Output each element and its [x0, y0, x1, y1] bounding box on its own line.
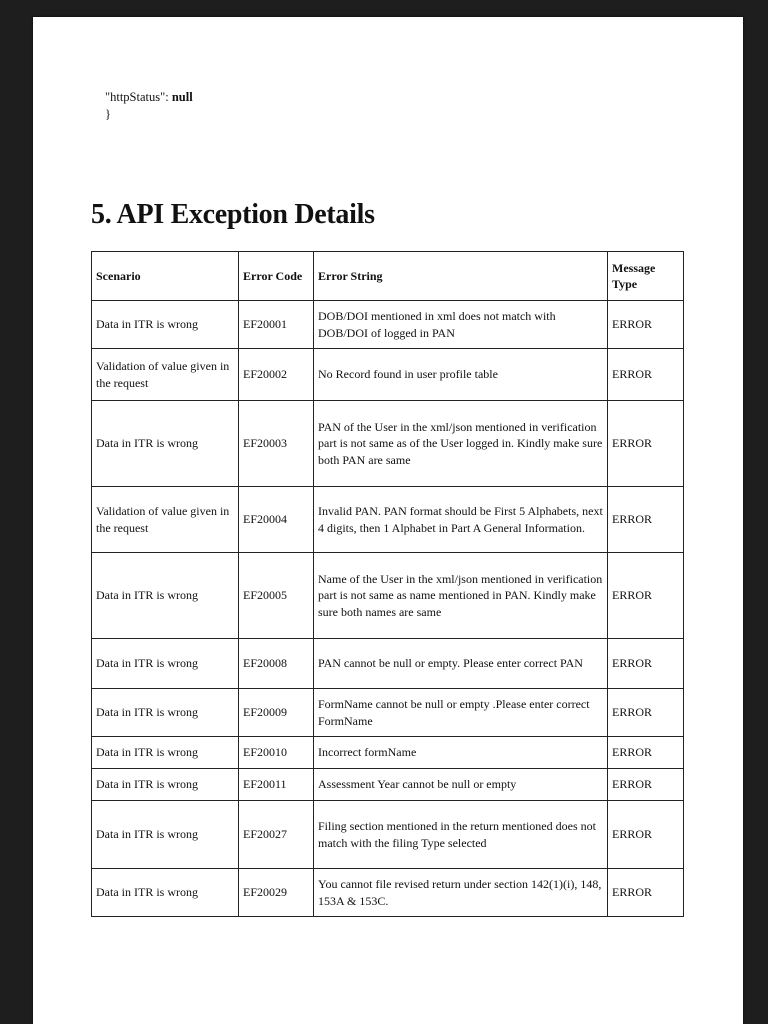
- cell-message-type: ERROR: [608, 737, 684, 769]
- cell-scenario: Data in ITR is wrong: [92, 401, 239, 487]
- table-row: [92, 301, 684, 349]
- header-message-type: Message Type: [608, 252, 684, 301]
- cell-message-type: ERROR: [608, 769, 684, 801]
- cell-error-string: Invalid PAN. PAN format should be First 5 Alphabets, next 4 digits, then 1 Alphabet in Part A General Information.: [314, 487, 608, 553]
- cell-error-code: EF20029: [239, 869, 314, 917]
- cell-error-code: EF20009: [239, 689, 314, 737]
- table-row: [92, 487, 684, 553]
- json-closing-brace: }: [105, 107, 111, 121]
- cell-scenario: Data in ITR is wrong: [92, 801, 239, 869]
- header-error-string: Error String: [314, 252, 608, 301]
- section-heading: 5. API Exception Details: [91, 199, 375, 230]
- cell-message-type: ERROR: [608, 487, 684, 553]
- table-row: [92, 869, 684, 917]
- header-scenario: Scenario: [92, 252, 239, 301]
- cell-error-string: Incorrect formName: [314, 737, 608, 769]
- table-row: [92, 349, 684, 401]
- cell-error-code: EF20003: [239, 401, 314, 487]
- cell-message-type: ERROR: [608, 349, 684, 401]
- json-key: "httpStatus":: [105, 90, 172, 104]
- cell-scenario: Data in ITR is wrong: [92, 769, 239, 801]
- cell-error-string: PAN cannot be null or empty. Please enter correct PAN: [314, 639, 608, 689]
- cell-error-code: EF20027: [239, 801, 314, 869]
- cell-message-type: ERROR: [608, 553, 684, 639]
- exception-table: [91, 251, 684, 917]
- cell-scenario: Data in ITR is wrong: [92, 689, 239, 737]
- cell-error-string: FormName cannot be null or empty .Please enter correct FormName: [314, 689, 608, 737]
- cell-error-code: EF20001: [239, 301, 314, 349]
- table-row: [92, 689, 684, 737]
- cell-error-string: Filing section mentioned in the return mentioned does not match with the filing Type selected: [314, 801, 608, 869]
- cell-scenario: Data in ITR is wrong: [92, 639, 239, 689]
- cell-error-string: Assessment Year cannot be null or empty: [314, 769, 608, 801]
- cell-error-code: EF20004: [239, 487, 314, 553]
- cell-message-type: ERROR: [608, 869, 684, 917]
- table-row: [92, 769, 684, 801]
- table-row: [92, 401, 684, 487]
- header-error-code: Error Code: [239, 252, 314, 301]
- cell-message-type: ERROR: [608, 301, 684, 349]
- cell-error-string: PAN of the User in the xml/json mentioned in verification part is not same as of the User logged in. Kindly make sure both PAN are same: [314, 401, 608, 487]
- cell-error-string: Name of the User in the xml/json mentioned in verification part is not same as name mentioned in PAN. Kindly make sure both names are same: [314, 553, 608, 639]
- table-row: [92, 801, 684, 869]
- cell-error-code: EF20005: [239, 553, 314, 639]
- json-snippet-line: [105, 90, 193, 105]
- cell-scenario: Data in ITR is wrong: [92, 869, 239, 917]
- json-value: null: [171, 90, 193, 104]
- cell-message-type: ERROR: [608, 401, 684, 487]
- cell-scenario: Data in ITR is wrong: [92, 301, 239, 349]
- cell-scenario: Validation of value given in the request: [92, 349, 239, 401]
- cell-scenario: Data in ITR is wrong: [92, 553, 239, 639]
- cell-scenario: Validation of value given in the request: [92, 487, 239, 553]
- cell-message-type: ERROR: [608, 801, 684, 869]
- cell-error-string: DOB/DOI mentioned in xml does not match with DOB/DOI of logged in PAN: [314, 301, 608, 349]
- cell-error-code: EF20002: [239, 349, 314, 401]
- cell-error-code: EF20010: [239, 737, 314, 769]
- table-row: [92, 639, 684, 689]
- cell-message-type: ERROR: [608, 639, 684, 689]
- cell-message-type: ERROR: [608, 689, 684, 737]
- cell-error-code: EF20008: [239, 639, 314, 689]
- cell-error-code: EF20011: [239, 769, 314, 801]
- cell-error-string: No Record found in user profile table: [314, 349, 608, 401]
- cell-scenario: Data in ITR is wrong: [92, 737, 239, 769]
- table-row: [92, 737, 684, 769]
- cell-error-string: You cannot file revised return under section 142(1)(i), 148, 153A & 153C.: [314, 869, 608, 917]
- document-page: [33, 17, 743, 1024]
- table-header-row: [92, 252, 684, 301]
- table-row: [92, 553, 684, 639]
